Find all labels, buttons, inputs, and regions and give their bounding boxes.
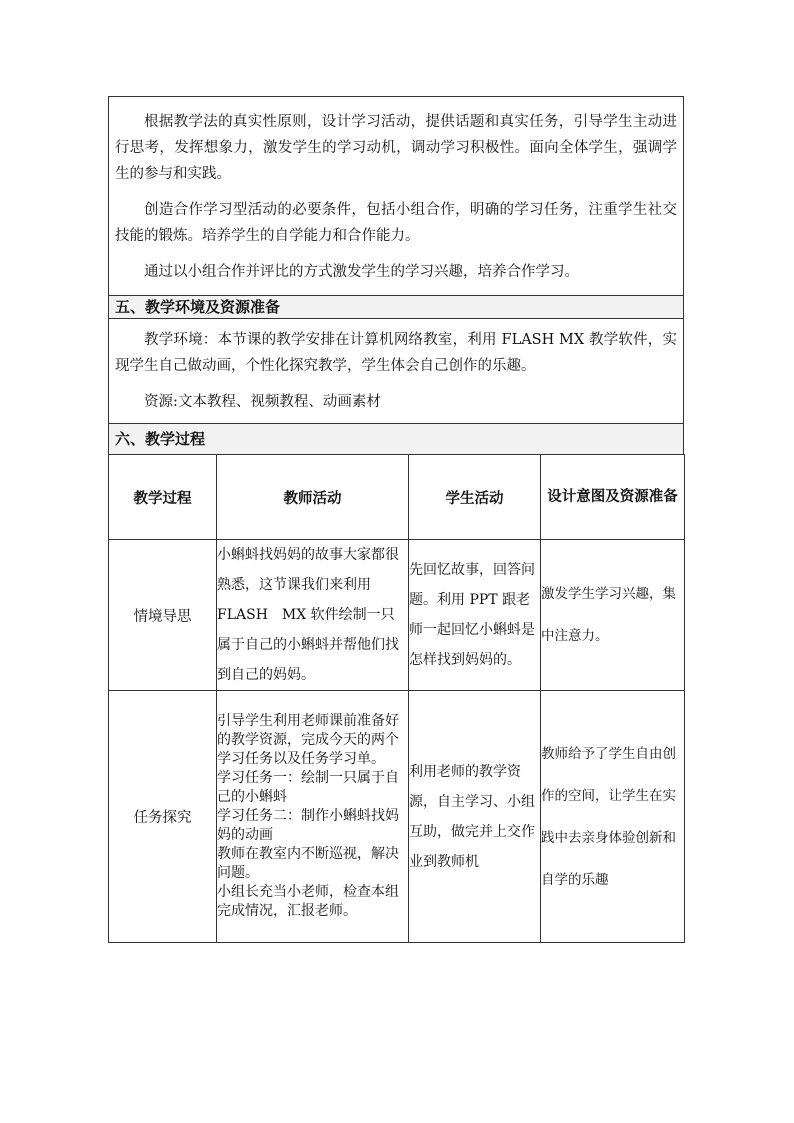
intro-paragraph-2: 创造合作学习型活动的必要条件，包括小组合作，明确的学习任务，注重学生社交技能的锻炼。培养学生的自学能力和合作能力。 [115,202,677,244]
intro-paragraph-3: 通过以小组合作并评比的方式激发学生的学习兴趣，培养合作学习。 [144,264,579,280]
teacher-activity-cell [217,691,409,943]
stage-cell: 情境导思 [109,540,217,691]
column-header-student: 学生活动 [409,455,541,540]
resources-paragraph: 资源:文本教程、视频教程、动画素材 [144,394,381,410]
teacher-activity-cell: 小蝌蚪找妈妈的故事大家都很熟悉，这节课我们来利用 FLASH MX 软件绘制一只属于自己的小蝌蚪并帮他们找到自己的妈妈。 [217,540,409,691]
teacher-activity-line: 学习任务二：制作小蝌蚪找妈妈的动画 [217,808,399,843]
environment-paragraph: 教学环境：本节课的教学安排在计算机网络教室，利用 FLASH MX 教学软件，实现学生自己做动画，个性化探究教学，学生体会自己创作的乐趣。 [115,332,677,374]
teacher-activity-line: 学习任务一：绘制一只属于自己的小蝌蚪 [217,770,399,805]
student-activity-cell: 先回忆故事，回答问题。利用 PPT 跟老师一起回忆小蝌蚪是怎样找到妈妈的。 [409,540,541,691]
table-row [109,540,685,691]
process-section [108,424,684,454]
process-table [108,454,685,943]
document-body [108,96,684,943]
stage-cell: 任务探究 [109,691,217,943]
intro-section [108,96,684,296]
environment-section [108,296,684,424]
column-header-teacher: 教师活动 [217,455,409,540]
table-row [109,691,685,943]
column-header-stage: 教学过程 [109,455,217,540]
table-header-row [109,455,685,540]
teacher-activity-line: 小组长充当小老师，检查本组完成情况，汇报老师。 [217,884,399,919]
design-intent-cell: 激发学生学习兴趣，集中注意力。 [541,540,685,691]
design-intent-cell: 教师给予了学生自由创作的空间，让学生在实践中去亲身体验创新和自学的乐趣 [541,691,685,943]
section-6-heading: 六、教学过程 [109,424,683,454]
column-header-design: 设计意图及资源准备 [541,455,685,540]
teacher-activity-line: 教师在教室内不断巡视，解决问题。 [217,846,399,881]
intro-paragraph-1: 根据教学法的真实性原则，设计学习活动，提供话题和真实任务，引导学生主动进行思考，发挥想象力，激发学生的学习动机，调动学习积极性。面向全体学生，强调学生的参与和实践。 [115,114,677,182]
teacher-activity-line: 引导学生利用老师课前准备好的教学资源，完成今天的两个学习任务以及任务学习单。 [217,713,399,767]
student-activity-cell: 利用老师的教学资源，自主学习、小组互助，做完并上交作业到教师机 [409,691,541,943]
section-5-heading: 五、教学环境及资源准备 [109,296,683,319]
